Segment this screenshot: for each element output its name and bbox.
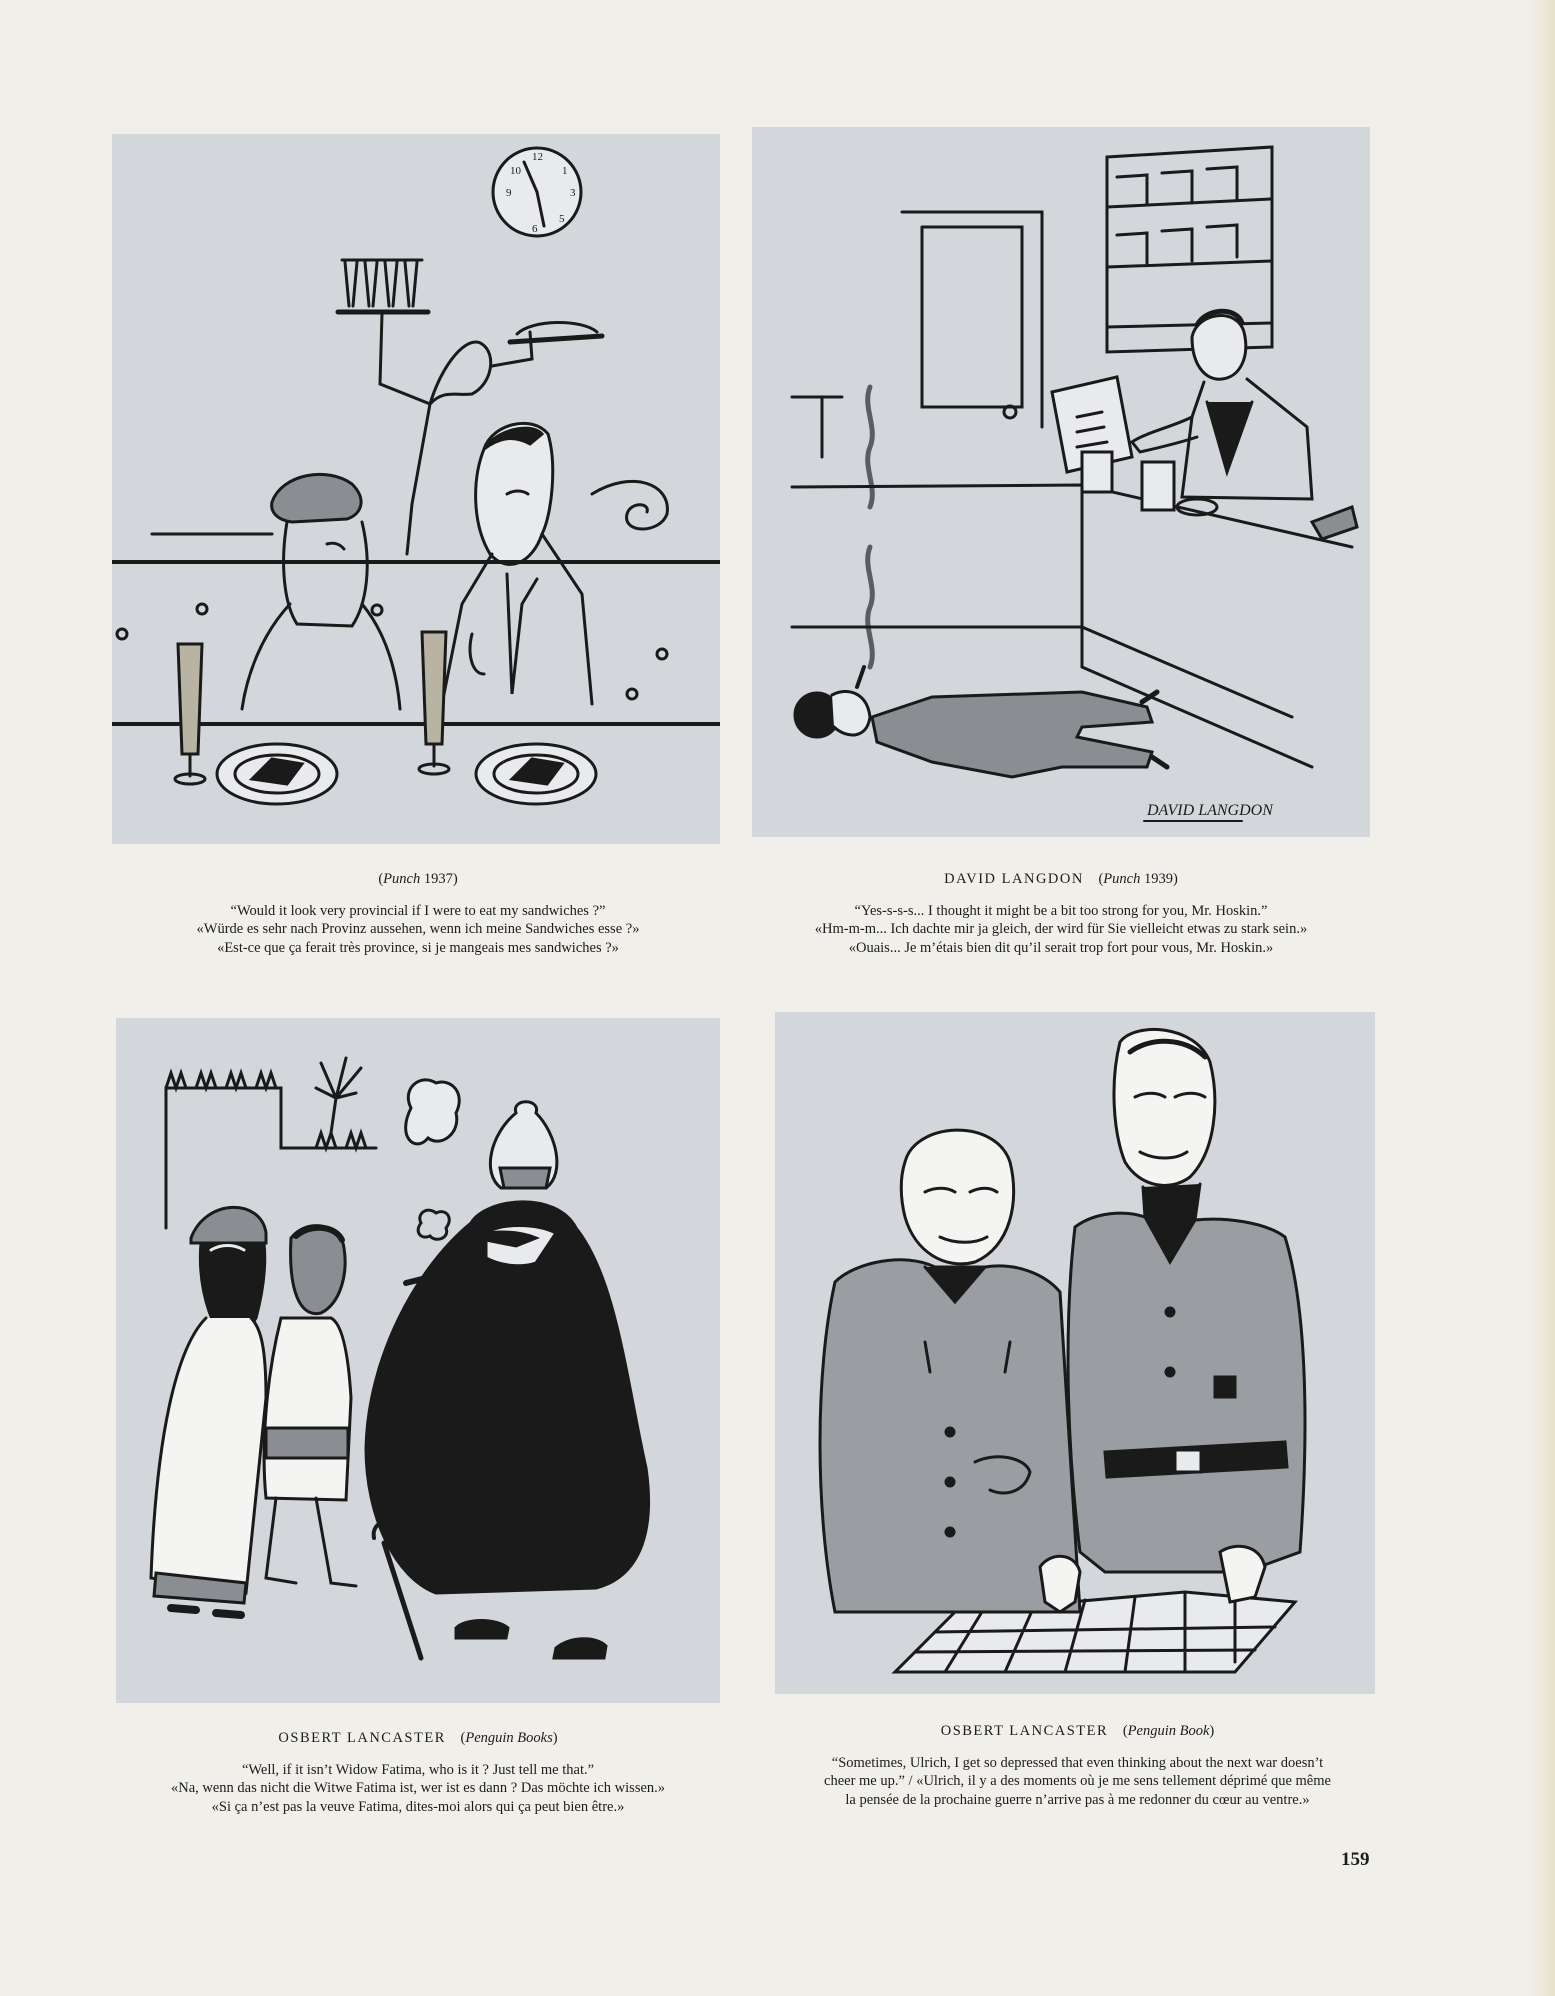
cartoon-2-illustration bbox=[752, 127, 1370, 837]
cartoon-3-caption-german: «Na, wenn das nicht die Witwe Fatima ist, wer ist es dann ? Das möchte ich wissen.» bbox=[170, 1780, 666, 1796]
svg-text:1: 1 bbox=[562, 165, 568, 177]
cartoon-3-source: (Penguin Books) bbox=[460, 1730, 558, 1746]
cartoon-4-caption-line-2: cheer me up.” / «Ulrich, il y a des moments où je me sens tellement déprimé que même bbox=[824, 1773, 1331, 1789]
page-number: 159 bbox=[1341, 1849, 1370, 1870]
cartoon-1-caption-german: «Würde es sehr nach Provinz aussehen, wenn ich meine Sandwiches esse ?» bbox=[196, 921, 640, 937]
cartoon-3-credit bbox=[116, 1729, 720, 1748]
cartoon-4-caption-line-1: “Sometimes, Ulrich, I get so depressed that even thinking about the next war doesn’t bbox=[831, 1754, 1324, 1771]
cartoon-4-illustration bbox=[775, 1012, 1375, 1694]
cartoon-2-caption-french: «Ouais... Je m’étais bien dit qu’il serait trop fort pour vous, Mr. Hoskin.» bbox=[848, 939, 1274, 956]
cartoon-4-caption-line-3: la pensée de la prochaine guerre n’arrive pas à me redonner du cœur au ventre.» bbox=[845, 1791, 1310, 1808]
svg-text:12: 12 bbox=[532, 151, 543, 163]
cartoon-3-caption-french: «Si ça n’est pas la veuve Fatima, dites-moi alors qui ça peut bien être.» bbox=[211, 1798, 625, 1815]
svg-text:6: 6 bbox=[532, 223, 538, 235]
cartoon-4-credit bbox=[770, 1722, 1385, 1741]
cartoon-2-caption-english: “Yes-s-s-s... I thought it might be a bit too strong for you, Mr. Hoskin.” bbox=[854, 902, 1268, 919]
cartoon-3-artist: OSBERT LANCASTER bbox=[278, 1730, 446, 1746]
cartoon-2-credit bbox=[752, 870, 1370, 889]
cartoon-1-credit bbox=[116, 870, 720, 889]
cartoon-1-caption-english: “Would it look very provincial if I were to eat my sandwiches ?” bbox=[230, 902, 606, 919]
cartoon-1-illustration bbox=[112, 134, 720, 844]
svg-text:10: 10 bbox=[510, 165, 521, 177]
cartoon-4-source: (Penguin Book) bbox=[1122, 1723, 1215, 1739]
svg-text:3: 3 bbox=[570, 187, 576, 199]
cartoon-4-caption bbox=[770, 1722, 1385, 1809]
cartoon-2-artist: DAVID LANGDON bbox=[944, 871, 1084, 887]
cartoon-1-caption bbox=[116, 870, 720, 957]
cartoon-3-caption-english: “Well, if it isn’t Widow Fatima, who is it ? Just tell me that.” bbox=[241, 1761, 595, 1778]
cartoon-2-caption bbox=[752, 870, 1370, 957]
svg-text:5: 5 bbox=[559, 213, 565, 225]
cartoon-2-signature: DAVID LANGDON bbox=[1147, 802, 1273, 819]
cartoon-2-caption-german: «Hm-m-m... Ich dachte mir ja gleich, der wird für Sie vielleicht etwas zu stark sein.» bbox=[814, 921, 1308, 937]
cartoon-1-source: (Punch 1937) bbox=[378, 871, 458, 887]
cartoon-4-artist: OSBERT LANCASTER bbox=[940, 1723, 1109, 1739]
cartoon-2-source: (Punch 1939) bbox=[1098, 871, 1178, 887]
cartoon-3-caption bbox=[116, 1729, 720, 1816]
page-edge-shadow bbox=[1529, 0, 1555, 1996]
cartoon-3-illustration bbox=[116, 1018, 720, 1703]
cartoon-1-caption-french: «Est-ce que ça ferait très province, si je mangeais mes sandwiches ?» bbox=[217, 939, 619, 956]
svg-text:9: 9 bbox=[506, 187, 512, 199]
